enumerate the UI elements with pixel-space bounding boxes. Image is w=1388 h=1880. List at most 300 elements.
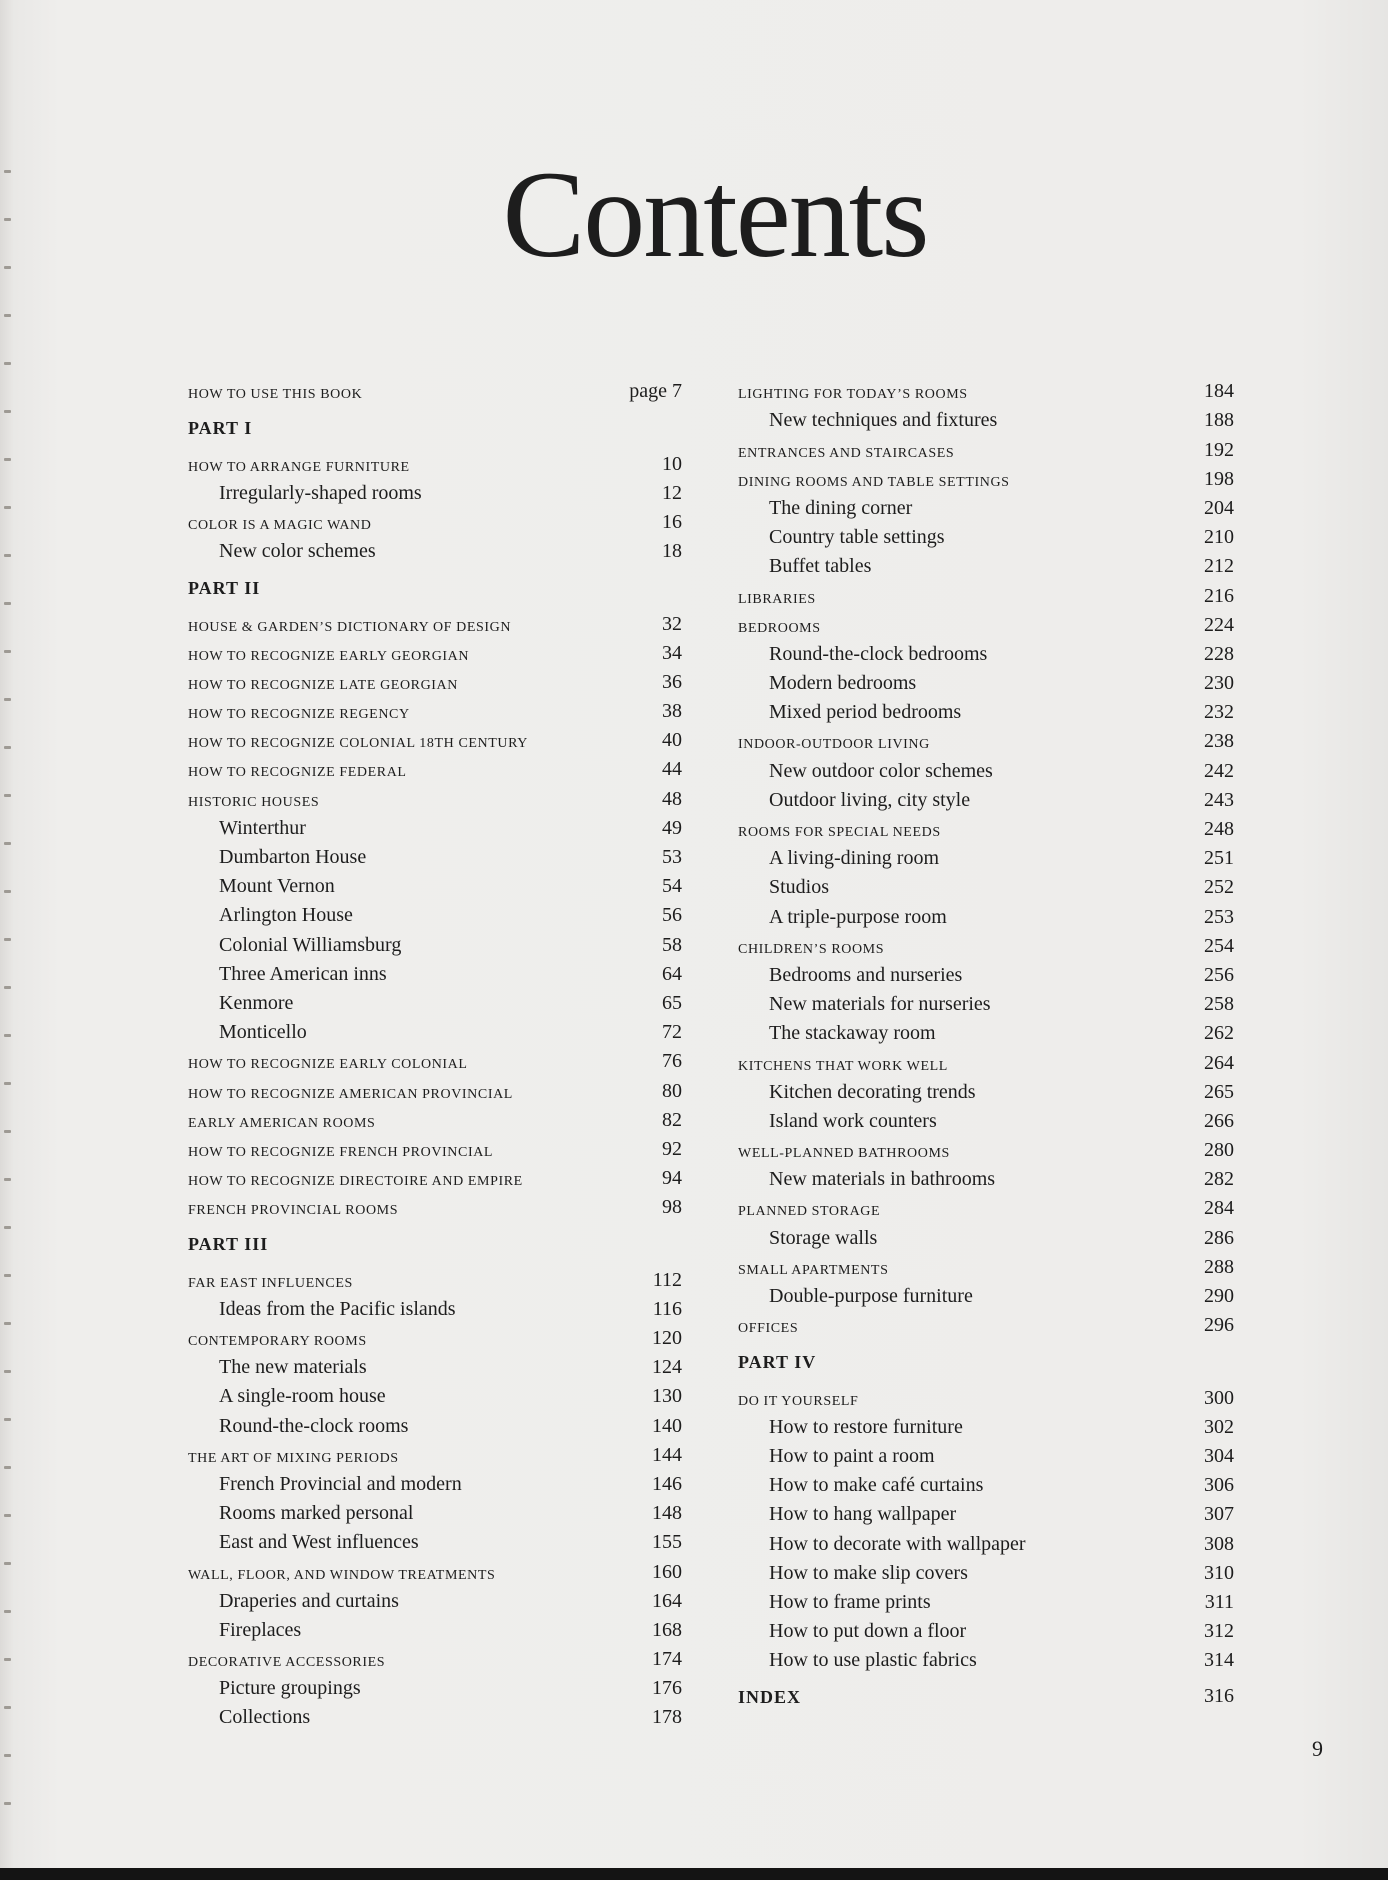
toc-entry-title: PART IV — [738, 1352, 817, 1373]
toc-entry-page: 212 — [1204, 555, 1234, 578]
toc-section-entry — [738, 1250, 1234, 1279]
toc-sub-entry — [738, 1016, 1234, 1045]
toc-section-entry — [188, 1554, 682, 1583]
binding-mark — [4, 1562, 11, 1565]
binding-mark — [4, 1178, 11, 1181]
toc-entry-title: How to frame prints — [769, 1590, 931, 1613]
toc-left-column — [188, 374, 682, 1729]
toc-entry-title: Winterthur — [219, 816, 306, 839]
toc-entry-page: 64 — [662, 962, 682, 985]
toc-entry-page: 307 — [1204, 1503, 1234, 1526]
toc-section-entry — [188, 505, 682, 534]
toc-entry-page: 184 — [1204, 380, 1234, 403]
toc-entry-title: PLANNED STORAGE — [738, 1204, 881, 1220]
toc-sub-entry — [738, 1104, 1234, 1133]
toc-entry-page: 262 — [1204, 1022, 1234, 1045]
toc-entry-title: New materials in bathrooms — [769, 1168, 996, 1191]
toc-sub-entry — [188, 1613, 682, 1642]
toc-entry-title: HOW TO RECOGNIZE EARLY GEORGIAN — [188, 648, 470, 664]
toc-section-entry — [188, 1262, 682, 1291]
binding-mark — [4, 362, 11, 365]
toc-sub-entry — [738, 1614, 1234, 1643]
binding-mark — [4, 1226, 11, 1229]
toc-entry-title: Ideas from the Pacific islands — [219, 1297, 456, 1320]
toc-entry-page: 286 — [1204, 1226, 1234, 1249]
toc-section-entry — [188, 636, 682, 665]
toc-entry-page: 312 — [1204, 1620, 1234, 1643]
page-number: 9 — [1312, 1736, 1323, 1761]
toc-sub-entry — [738, 1410, 1234, 1439]
toc-entry-title: Colonial Williamsburg — [219, 933, 402, 956]
toc-section-entry — [188, 1044, 682, 1073]
binding-mark — [4, 1754, 11, 1757]
toc-entry-page: 243 — [1204, 788, 1234, 811]
toc-part-heading — [188, 570, 682, 599]
toc-section-entry — [738, 578, 1234, 607]
toc-section-entry — [188, 1132, 682, 1161]
toc-entry-page: 94 — [662, 1167, 682, 1190]
toc-section-entry — [738, 929, 1234, 958]
toc-entry-title: Collections — [219, 1706, 311, 1729]
toc-entry-title: WELL-PLANNED BATHROOMS — [738, 1146, 950, 1162]
toc-entry-title: Round-the-clock rooms — [219, 1414, 409, 1437]
toc-entry-title: BEDROOMS — [738, 620, 821, 636]
toc-entry-title: Mixed period bedrooms — [769, 701, 962, 724]
toc-sub-entry — [188, 840, 682, 869]
binding-mark — [4, 698, 11, 701]
toc-entry-page: 155 — [652, 1531, 682, 1554]
toc-sub-entry — [188, 1379, 682, 1408]
toc-entry-title: HOW TO RECOGNIZE LATE GEORGIAN — [188, 677, 458, 693]
toc-sub-entry — [738, 1526, 1234, 1555]
toc-entry-page: 251 — [1204, 847, 1234, 870]
page-title: Contents — [502, 146, 928, 283]
toc-entry-title: DO IT YOURSELF — [738, 1393, 859, 1409]
toc-entry-title: FRENCH PROVINCIAL ROOMS — [188, 1203, 399, 1219]
toc-entry-page: 80 — [662, 1079, 682, 1102]
toc-entry-page: 306 — [1204, 1474, 1234, 1497]
toc-entry-title: New techniques and fixtures — [769, 409, 998, 432]
toc-section-entry — [188, 1161, 682, 1190]
toc-section-entry — [738, 462, 1234, 491]
toc-entry-title: Island work counters — [769, 1109, 937, 1132]
scan-edge — [0, 1868, 1388, 1880]
binding-mark — [4, 1034, 11, 1037]
toc-sub-entry — [188, 927, 682, 956]
toc-entry-page: 264 — [1204, 1051, 1234, 1074]
toc-sub-entry — [738, 1643, 1234, 1672]
toc-section-entry — [188, 1103, 682, 1132]
toc-entry-page: 242 — [1204, 759, 1234, 782]
toc-entry-page: 174 — [652, 1648, 682, 1671]
toc-entry-title: ENTRANCES AND STAIRCASES — [738, 445, 955, 461]
toc-section-entry — [188, 1642, 682, 1671]
toc-sub-entry — [738, 1468, 1234, 1497]
toc-entry-page: 252 — [1204, 876, 1234, 899]
toc-entry-title: Studios — [769, 876, 830, 899]
toc-sub-entry — [188, 476, 682, 505]
binding-mark — [4, 986, 11, 989]
toc-entry-page: 198 — [1204, 467, 1234, 490]
toc-entry-title: Country table settings — [769, 526, 945, 549]
binding-mark — [4, 1514, 11, 1517]
toc-section-entry — [188, 1073, 682, 1102]
toc-sub-entry — [188, 1671, 682, 1700]
toc-sub-entry — [738, 1439, 1234, 1468]
toc-entry-title: A living-dining room — [769, 847, 939, 870]
toc-entry-title: Kitchen decorating trends — [769, 1080, 976, 1103]
toc-part-heading — [738, 1679, 1234, 1708]
binding-mark — [4, 1130, 11, 1133]
toc-entry-page: 256 — [1204, 963, 1234, 986]
toc-entry-page: 44 — [662, 758, 682, 781]
toc-entry-page: 124 — [652, 1356, 682, 1379]
toc-entry-title: The dining corner — [769, 496, 913, 519]
toc-section-entry — [738, 724, 1234, 753]
toc-entry-title: HOW TO RECOGNIZE COLONIAL 18TH CENTURY — [188, 736, 528, 752]
toc-entry-page: 314 — [1204, 1649, 1234, 1672]
toc-entry-page: 49 — [662, 816, 682, 839]
toc-entry-title: Draperies and curtains — [219, 1589, 399, 1612]
toc-entry-page: 254 — [1204, 934, 1234, 957]
toc-entry-title: Mount Vernon — [219, 875, 335, 898]
toc-entry-page: 82 — [662, 1108, 682, 1131]
toc-entry-page: 164 — [652, 1589, 682, 1612]
toc-entry-page: 216 — [1204, 584, 1234, 607]
toc-entry-page: 224 — [1204, 613, 1234, 636]
toc-entry-page: 204 — [1204, 496, 1234, 519]
binding-mark — [4, 1466, 11, 1469]
toc-entry-page: 304 — [1204, 1444, 1234, 1467]
toc-entry-title: New color schemes — [219, 540, 376, 563]
toc-entry-title: PART II — [188, 578, 261, 599]
toc-entry-page: 48 — [662, 787, 682, 810]
toc-entry-title: How to make café curtains — [769, 1474, 984, 1497]
toc-entry-page: 160 — [652, 1560, 682, 1583]
binding-mark — [4, 794, 11, 797]
toc-entry-title: HISTORIC HOUSES — [188, 794, 320, 810]
toc-part-heading — [188, 1226, 682, 1255]
toc-entry-page: 310 — [1204, 1561, 1234, 1584]
toc-entry-title: HOW TO RECOGNIZE DIRECTOIRE AND EMPIRE — [188, 1174, 523, 1190]
toc-entry-page: 265 — [1204, 1080, 1234, 1103]
toc-part-heading — [738, 1344, 1234, 1373]
toc-sub-entry — [738, 695, 1234, 724]
toc-entry-title: How to paint a room — [769, 1444, 935, 1467]
toc-sub-entry — [738, 491, 1234, 520]
toc-entry-page: 54 — [662, 875, 682, 898]
toc-section-entry — [188, 694, 682, 723]
toc-sub-entry — [188, 986, 682, 1015]
toc-sub-entry — [738, 666, 1234, 695]
toc-entry-page: 140 — [652, 1414, 682, 1437]
toc-entry-page: 120 — [652, 1327, 682, 1349]
toc-entry-page: 32 — [662, 612, 682, 635]
toc-entry-title: Round-the-clock bedrooms — [769, 642, 988, 665]
binding-mark — [4, 1370, 11, 1373]
binding-mark — [4, 1418, 11, 1421]
toc-entry-page: 65 — [662, 991, 682, 1014]
toc-entry-title: How to restore furniture — [769, 1415, 963, 1438]
toc-sub-entry — [738, 1220, 1234, 1249]
toc-entry-title: Buffet tables — [769, 555, 872, 578]
toc-entry-title: EARLY AMERICAN ROOMS — [188, 1115, 376, 1131]
toc-entry-page: 148 — [652, 1502, 682, 1525]
binding-mark — [4, 650, 11, 653]
toc-sub-entry — [188, 1292, 682, 1321]
toc-entry-title: DINING ROOMS AND TABLE SETTINGS — [738, 474, 1010, 490]
toc-entry-page: 210 — [1204, 526, 1234, 549]
toc-section-entry — [188, 1438, 682, 1467]
toc-entry-page: page 7 — [629, 380, 682, 403]
toc-entry-title: THE ART OF MIXING PERIODS — [188, 1450, 399, 1466]
toc-entry-title: How to use plastic fabrics — [769, 1649, 977, 1672]
binding-mark — [4, 1274, 11, 1277]
toc-entry-page: 316 — [1204, 1685, 1234, 1708]
toc-entry-title: HOW TO RECOGNIZE EARLY COLONIAL — [188, 1057, 468, 1073]
toc-sub-entry — [188, 1350, 682, 1379]
toc-sub-entry — [188, 1525, 682, 1554]
toc-sub-entry — [188, 869, 682, 898]
toc-sub-entry — [738, 403, 1234, 432]
toc-section-entry — [738, 1133, 1234, 1162]
toc-entry-title: The stackaway room — [769, 1022, 936, 1045]
toc-entry-title: PART III — [188, 1234, 269, 1255]
binding-mark — [4, 1706, 11, 1709]
toc-entry-title: ROOMS FOR SPECIAL NEEDS — [738, 825, 941, 840]
toc-section-entry — [738, 374, 1234, 403]
toc-entry-title: A triple-purpose room — [769, 905, 947, 928]
toc-entry-page: 98 — [662, 1196, 682, 1219]
toc-entry-page: 280 — [1204, 1139, 1234, 1162]
toc-section-entry — [738, 1308, 1234, 1337]
toc-entry-page: 288 — [1204, 1255, 1234, 1278]
toc-entry-page: 258 — [1204, 993, 1234, 1016]
toc-entry-page: 56 — [662, 904, 682, 927]
toc-entry-page: 53 — [662, 846, 682, 868]
toc-entry-title: How to hang wallpaper — [769, 1503, 957, 1526]
toc-entry-page: 284 — [1204, 1197, 1234, 1220]
toc-section-entry — [188, 665, 682, 694]
toc-sub-entry — [738, 899, 1234, 928]
toc-entry-title: Three American inns — [219, 962, 387, 985]
toc-section-entry — [738, 1380, 1234, 1409]
toc-entry-page: 36 — [662, 670, 682, 693]
toc-entry-title: DECORATIVE ACCESSORIES — [188, 1655, 386, 1671]
toc-entry-page: 38 — [662, 700, 682, 723]
toc-sub-entry — [738, 841, 1234, 870]
binding-mark — [4, 890, 11, 893]
toc-entry-title: HOW TO RECOGNIZE FRENCH PROVINCIAL — [188, 1144, 494, 1160]
toc-sub-entry — [738, 753, 1234, 782]
toc-entry-page: 300 — [1204, 1386, 1234, 1409]
binding-mark — [4, 1082, 11, 1085]
toc-section-entry — [188, 606, 682, 635]
toc-entry-title: INDEX — [738, 1687, 802, 1708]
toc-entry-title: New materials for nurseries — [769, 993, 991, 1016]
toc-entry-page: 228 — [1204, 642, 1234, 665]
toc-sub-entry — [738, 870, 1234, 899]
toc-entry-title: LIGHTING FOR TODAY’S ROOMS — [738, 387, 968, 403]
toc-entry-page: 16 — [662, 510, 682, 533]
toc-entry-title: East and West influences — [219, 1531, 419, 1554]
toc-entry-page: 308 — [1204, 1532, 1234, 1555]
toc-sub-entry — [188, 1408, 682, 1437]
toc-section-entry — [738, 1191, 1234, 1220]
toc-section-entry — [738, 432, 1234, 461]
toc-sub-entry — [738, 783, 1234, 812]
binding-mark — [4, 1610, 11, 1613]
toc-sub-entry — [188, 1496, 682, 1525]
toc-entry-page: 253 — [1204, 905, 1234, 928]
toc-section-entry — [188, 446, 682, 475]
toc-entry-title: Bedrooms and nurseries — [769, 963, 963, 986]
toc-sub-entry — [188, 1584, 682, 1613]
toc-sub-entry — [188, 811, 682, 840]
toc-entry-page: 296 — [1204, 1314, 1234, 1337]
binding-mark — [4, 746, 11, 749]
toc-entry-title: INDOOR-OUTDOOR LIVING — [738, 737, 930, 753]
toc-sub-entry — [738, 549, 1234, 578]
toc-entry-page: 188 — [1204, 409, 1234, 432]
toc-section-entry — [738, 812, 1234, 841]
toc-entry-page: 116 — [652, 1297, 682, 1320]
toc-entry-page: 34 — [662, 641, 682, 664]
toc-entry-title: How to make slip covers — [769, 1561, 968, 1584]
toc-entry-title: LIBRARIES — [738, 591, 816, 607]
toc-entry-title: HOW TO RECOGNIZE REGENCY — [188, 707, 410, 723]
toc-entry-title: Double-purpose furniture — [769, 1285, 973, 1307]
toc-entry-title: Outdoor living, city style — [769, 788, 971, 811]
toc-sub-entry — [738, 1162, 1234, 1191]
toc-entry-page: 168 — [652, 1618, 682, 1641]
toc-entry-page: 130 — [652, 1385, 682, 1408]
toc-sub-entry — [738, 1497, 1234, 1526]
toc-entry-page: 144 — [652, 1443, 682, 1466]
toc-sub-entry — [188, 1700, 682, 1729]
toc-section-entry — [738, 1045, 1234, 1074]
toc-entry-page: 290 — [1204, 1285, 1234, 1307]
binding-mark — [4, 1658, 11, 1661]
toc-entry-page: 230 — [1204, 672, 1234, 695]
toc-entry-title: Fireplaces — [219, 1618, 302, 1641]
toc-entry-page: 10 — [662, 452, 682, 475]
toc-entry-title: Dumbarton House — [219, 846, 367, 868]
toc-entry-title: How to put down a floor — [769, 1620, 967, 1643]
toc-entry-title: HOW TO ARRANGE FURNITURE — [188, 459, 410, 475]
toc-entry-title: KITCHENS THAT WORK WELL — [738, 1058, 948, 1074]
toc-entry-title: Storage walls — [769, 1226, 878, 1249]
toc-entry-page: 178 — [652, 1706, 682, 1729]
toc-entry-page: 248 — [1204, 818, 1234, 840]
toc-entry-page: 176 — [652, 1677, 682, 1700]
binding-mark — [4, 314, 11, 317]
toc-entry-page: 92 — [662, 1137, 682, 1160]
toc-entry-page: 311 — [1204, 1590, 1234, 1613]
binding-mark — [4, 1802, 11, 1805]
toc-part-heading — [188, 410, 682, 439]
toc-entry-page: 302 — [1204, 1415, 1234, 1438]
toc-entry-title: Picture groupings — [219, 1677, 361, 1700]
binding-mark — [4, 554, 11, 557]
toc-entry-title: COLOR IS A MAGIC WAND — [188, 517, 372, 533]
toc-entry-title: Kenmore — [219, 991, 294, 1014]
toc-entry-page: 266 — [1204, 1109, 1234, 1132]
toc-entry-title: FAR EAST INFLUENCES — [188, 1275, 353, 1291]
toc-section-entry — [738, 608, 1234, 637]
binding-mark — [4, 506, 11, 509]
binding-mark — [4, 938, 11, 941]
toc-sub-entry — [738, 987, 1234, 1016]
toc-section-entry — [188, 752, 682, 781]
binding-holes — [0, 0, 16, 1880]
toc-section-entry — [188, 1321, 682, 1350]
toc-entry-page: 72 — [662, 1021, 682, 1044]
toc-sub-entry — [738, 1075, 1234, 1104]
toc-entry-title: HOW TO RECOGNIZE FEDERAL — [188, 765, 407, 781]
toc-entry-title: OFFICES — [738, 1321, 799, 1337]
toc-entry-page: 146 — [652, 1472, 682, 1495]
toc-section-entry — [188, 1190, 682, 1219]
toc-entry-page: 40 — [662, 729, 682, 752]
toc-entry-page: 192 — [1204, 438, 1234, 461]
toc-entry-title: HOUSE & GARDEN’S DICTIONARY OF DESIGN — [188, 619, 512, 635]
toc-entry-title: Irregularly-shaped rooms — [219, 481, 422, 504]
toc-entry-title: A single-room house — [219, 1385, 386, 1408]
toc-sub-entry — [188, 1015, 682, 1044]
toc-entry-title: CONTEMPORARY ROOMS — [188, 1334, 367, 1349]
toc-sub-entry — [188, 534, 682, 563]
toc-sub-entry — [738, 1556, 1234, 1585]
binding-mark — [4, 602, 11, 605]
toc-entry-page: 282 — [1204, 1168, 1234, 1191]
toc-entry-title: WALL, FLOOR, AND WINDOW TREATMENTS — [188, 1567, 496, 1583]
toc-entry-title: HOW TO RECOGNIZE AMERICAN PROVINCIAL — [188, 1086, 513, 1102]
binding-mark — [4, 410, 11, 413]
toc-entry-page: 58 — [662, 933, 682, 956]
toc-sub-entry — [738, 958, 1234, 987]
toc-right-column — [738, 374, 1234, 1715]
toc-entry-page: 232 — [1204, 701, 1234, 724]
toc-sub-entry — [738, 1585, 1234, 1614]
toc-entry-page: 12 — [662, 481, 682, 504]
binding-mark — [4, 1322, 11, 1325]
toc-section-entry — [188, 781, 682, 810]
toc-entry-page: 112 — [652, 1268, 682, 1291]
toc-sub-entry — [188, 957, 682, 986]
toc-entry-title: New outdoor color schemes — [769, 759, 993, 782]
toc-entry-title: Rooms marked personal — [219, 1502, 414, 1525]
toc-entry-page: 76 — [662, 1050, 682, 1073]
toc-sub-entry — [738, 1279, 1234, 1308]
toc-entry-title: The new materials — [219, 1356, 367, 1379]
toc-section-entry — [188, 723, 682, 752]
toc-entry-title: PART I — [188, 418, 253, 439]
toc-entry-title: HOW TO USE THIS BOOK — [188, 387, 363, 403]
toc-entry-page: 18 — [662, 540, 682, 563]
toc-sub-entry — [188, 1467, 682, 1496]
binding-mark — [4, 842, 11, 845]
toc-entry-title: French Provincial and modern — [219, 1472, 462, 1495]
toc-entry-title: How to decorate with wallpaper — [769, 1532, 1026, 1555]
toc-entry-title: SMALL APARTMENTS — [738, 1262, 889, 1278]
toc-sub-entry — [738, 520, 1234, 549]
toc-entry-page: 238 — [1204, 730, 1234, 753]
toc-entry-title: CHILDREN’S ROOMS — [738, 941, 885, 957]
toc-section-entry — [188, 374, 682, 403]
toc-entry-title: Modern bedrooms — [769, 672, 917, 695]
toc-sub-entry — [188, 898, 682, 927]
